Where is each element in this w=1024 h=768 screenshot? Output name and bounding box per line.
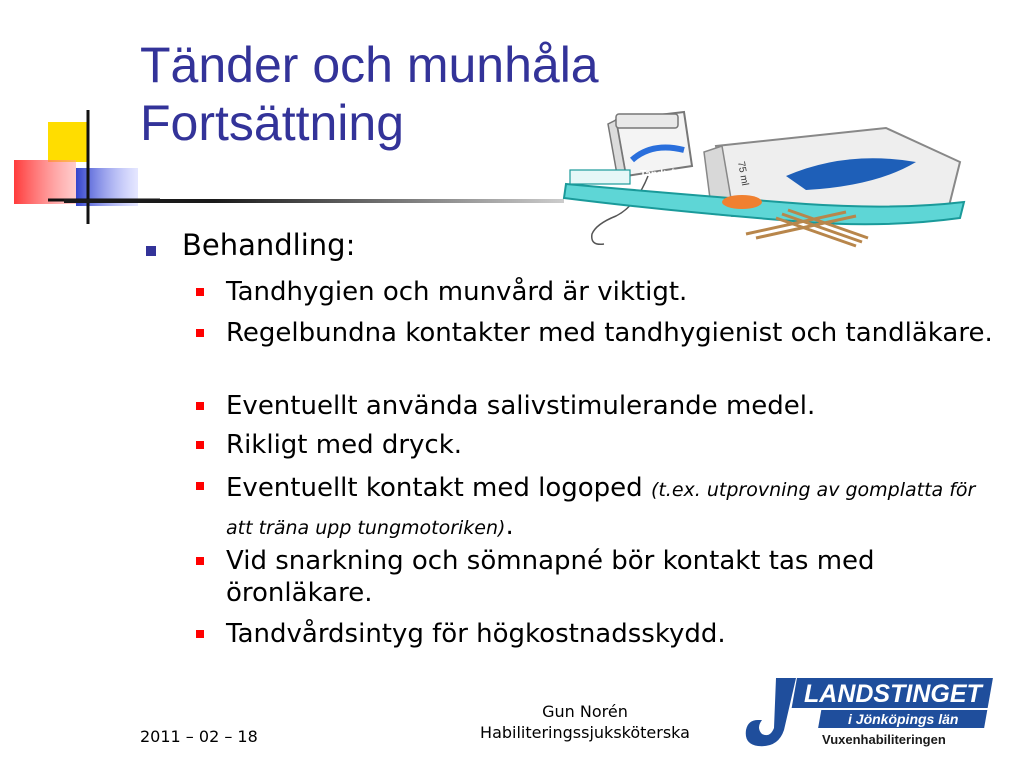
dental-care-illustration	[556, 106, 976, 256]
bullet-icon	[196, 329, 204, 337]
bullet-icon	[196, 482, 204, 490]
bullet-icon	[196, 557, 204, 565]
footer-author	[440, 701, 730, 743]
level1-bullet	[146, 246, 156, 256]
list-item	[226, 276, 996, 308]
logo-line-2: i Jönköpings län	[848, 711, 959, 727]
list-item	[226, 545, 996, 609]
title-line-1: Tänder och munhåla	[140, 37, 599, 93]
content-heading: Behandling:	[182, 228, 356, 262]
bullet-icon	[196, 402, 204, 410]
list-item	[226, 470, 996, 546]
title-line-2: Fortsättning	[140, 95, 405, 151]
bullet-icon	[196, 630, 204, 638]
list-item-text: Regelbundna kontakter med tandhygienist och tandläkare.	[226, 318, 993, 348]
floss-label: Tandtråd	[640, 169, 683, 180]
landstinget-logo	[740, 672, 1000, 752]
tube-label: 75 ml	[735, 160, 751, 187]
list-item	[226, 317, 996, 349]
author-title: Habiliteringssjuksköterska	[480, 723, 690, 742]
list-item-note: (t.ex. utprovning av gomplatta för att träna upp tungmotoriken)	[226, 479, 976, 539]
author-name: Gun Norén	[542, 702, 628, 721]
list-item-text: Rikligt med dryck.	[226, 430, 463, 460]
logo-line-1: LANDSTINGET	[804, 680, 982, 708]
list-item-text: Eventuellt använda salivstimulerande medel.	[226, 391, 816, 421]
list-item-text: Eventuellt kontakt med logoped	[226, 473, 651, 503]
list-item	[226, 429, 996, 461]
decorative-squares	[0, 100, 160, 230]
footer-date: 2011 – 02 – 18	[140, 727, 258, 746]
list-item	[226, 618, 996, 650]
list-item-text: Tandhygien och munvård är viktigt.	[226, 277, 688, 307]
list-item-text: Tandvårdsintyg för högkostnadsskydd.	[226, 619, 726, 649]
list-item-tail: .	[505, 511, 514, 541]
bullet-icon	[196, 441, 204, 449]
list-item-text: Vid snarkning och sömnapné bör kontakt tas med öronläkare.	[226, 546, 875, 608]
bullet-icon	[196, 288, 204, 296]
title-divider	[64, 199, 564, 203]
list-item	[226, 390, 996, 422]
logo-line-3: Vuxenhabiliteringen	[822, 732, 946, 747]
